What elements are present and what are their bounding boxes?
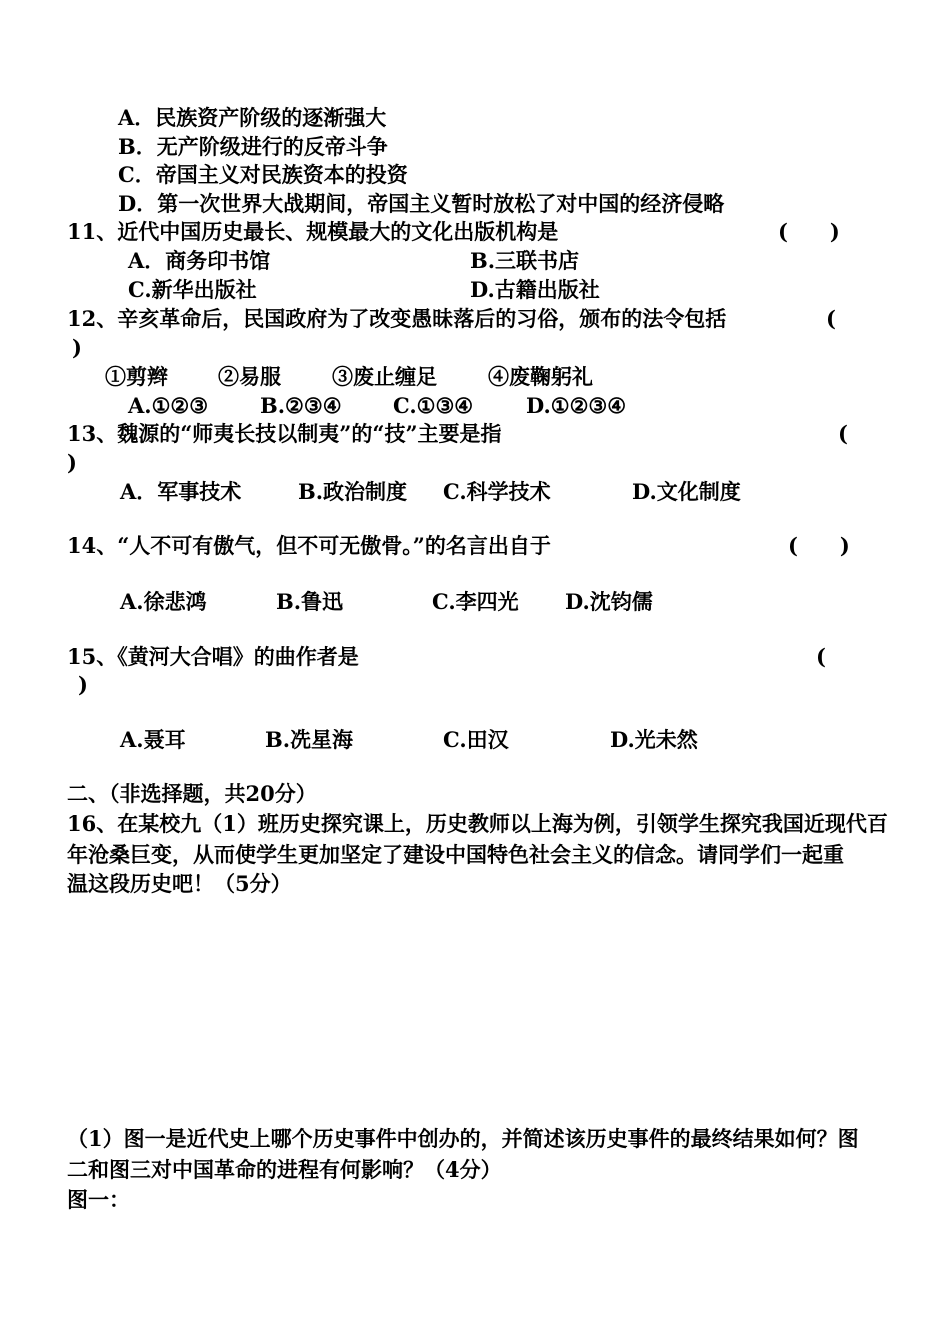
q15-option-c: C.田汉 [443, 727, 509, 752]
q13-bracket-open: ( [838, 421, 848, 446]
q15-bracket-open: ( [816, 644, 826, 669]
q14-option-a: A.徐悲鸿 [120, 589, 207, 614]
q15-stem: 15、《黄河大合唱》的曲作者是 [67, 644, 359, 669]
q16-line-2: 年沧桑巨变，从而使学生更加坚定了建设中国特色社会主义的信念。请同学们一起重 [67, 842, 844, 867]
q10-option-b: B．无产阶级进行的反帝斗争 [118, 134, 388, 159]
q13-option-d: D.文化制度 [632, 479, 741, 504]
q13-option-b: B.政治制度 [298, 479, 408, 504]
q11-answer-bracket: ( ) [778, 219, 840, 244]
q14-option-c: C.李四光 [432, 589, 519, 614]
q10-option-c: C．帝国主义对民族资本的投资 [118, 162, 408, 187]
q12-option-a: A.①②③ [128, 393, 209, 418]
q15-bracket-close: ) [78, 672, 88, 697]
q16-line-3: 温这段历史吧！（5分） [67, 871, 292, 896]
q10-option-a: A．民族资产阶级的逐渐强大 [118, 105, 387, 130]
q14-stem: 14、“人不可有傲气，但不可无傲骨。”的名言出自于 [67, 533, 551, 558]
q11-option-d: D.古籍出版社 [470, 277, 600, 302]
q12-option-d: D.①②③④ [526, 393, 627, 418]
q13-option-a: A．军事技术 [120, 479, 242, 504]
q14-option-d: D.沈钧儒 [565, 589, 653, 614]
q11-option-b: B.三联书店 [470, 248, 580, 273]
q12-item-4: ④废鞠躬礼 [488, 364, 593, 389]
q12-item-1: ①剪辫 [105, 364, 168, 389]
q12-option-c: C.①③④ [393, 393, 474, 418]
q12-option-b: B.②③④ [260, 393, 342, 418]
q14-answer-bracket: ( ) [788, 533, 850, 558]
q14-option-b: B.鲁迅 [276, 589, 344, 614]
figure-1-label: 图一： [67, 1187, 130, 1212]
q12-item-3: ③废止缠足 [332, 364, 437, 389]
q12-bracket-open: ( [826, 306, 836, 331]
q11-stem: 11、近代中国历史最长、规模最大的文化出版机构是 [67, 219, 559, 244]
q12-bracket-close: ) [72, 335, 82, 360]
q15-option-b: B.冼星海 [265, 727, 354, 752]
q12-stem: 12、辛亥革命后，民国政府为了改变愚昧落后的习俗，颁布的法令包括 [67, 306, 727, 331]
q15-option-d: D.光未然 [610, 727, 698, 752]
section-2-heading: 二、（非选择题，共20分） [67, 781, 317, 806]
q13-stem: 13、魏源的“师夷长技以制夷”的“技”主要是指 [67, 421, 502, 446]
q10-option-d: D．第一次世界大战期间，帝国主义暂时放松了对中国的经济侵略 [118, 191, 725, 216]
q12-item-2: ②易服 [218, 364, 281, 389]
q16-line-1: 16、在某校九（1）班历史探究课上，历史教师以上海为例，引领学生探究我国近现代百 [67, 811, 888, 836]
q11-option-c: C.新华出版社 [128, 277, 257, 302]
q16-sub1-line-1: （1）图一是近代史上哪个历史事件中创办的，并简述该历史事件的最终结果如何？图 [67, 1126, 859, 1151]
q13-option-c: C.科学技术 [443, 479, 551, 504]
q16-sub1-line-2: 二和图三对中国革命的进程有何影响？（4分） [67, 1157, 502, 1182]
q15-option-a: A.聂耳 [120, 727, 186, 752]
q13-bracket-close: ) [67, 450, 77, 475]
q11-option-a: A．商务印书馆 [128, 248, 271, 273]
